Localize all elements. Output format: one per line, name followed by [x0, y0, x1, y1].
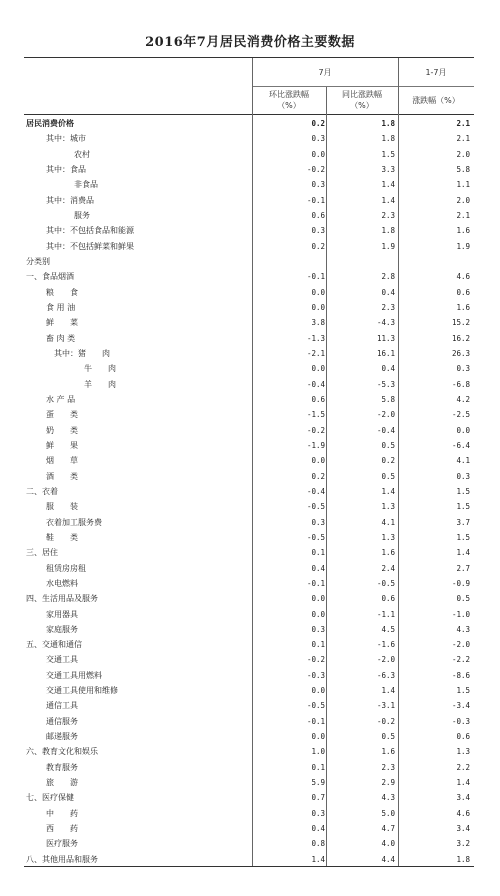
table-row [0, 239, 500, 254]
value-mom: 1.0 [311, 747, 325, 757]
value-yoy: 1.4 [381, 486, 395, 496]
table-row [0, 193, 500, 208]
value-yoy: 0.4 [381, 364, 395, 374]
header-mom: 环比涨跌幅 [269, 90, 309, 99]
value-mom: 0.0 [311, 732, 325, 742]
row-label: 交通工具 [46, 655, 78, 665]
table-row [0, 116, 500, 131]
row-label: 水 产 品 [46, 394, 76, 404]
value-mom: -0.1 [306, 195, 325, 205]
value-yoy: 2.8 [381, 272, 395, 282]
table-row [0, 622, 500, 637]
row-label: 租赁房房租 [46, 563, 86, 573]
value-yoy: 4.5 [381, 624, 395, 634]
table-row [0, 683, 500, 698]
row-label: 八、其他用品和服务 [26, 854, 98, 864]
table-row [0, 652, 500, 667]
value-mom: 0.0 [311, 686, 325, 696]
table-top-rule [24, 57, 474, 58]
row-label: 衣着加工服务费 [46, 517, 102, 527]
table-row [0, 576, 500, 591]
table-row [0, 423, 500, 438]
value-yoy: -1.6 [376, 640, 395, 650]
row-label: 居民消费价格 [26, 119, 74, 128]
value-mom: 0.3 [311, 624, 325, 634]
row-label: 中 药 [46, 808, 78, 818]
row-label: 水电燃料 [46, 578, 78, 588]
row-label: 七、医疗保健 [26, 793, 74, 803]
row-label: 邮递服务 [46, 732, 78, 742]
value-mom: 0.1 [311, 548, 325, 558]
row-label: 其中：城市 [46, 134, 86, 144]
value-mom: 0.3 [311, 808, 325, 818]
table-row [0, 530, 500, 545]
data-table-body [0, 116, 500, 867]
value-mom: 0.7 [311, 793, 325, 803]
value-mom: 0.1 [311, 762, 325, 772]
table-row [0, 836, 500, 851]
value-yoy: 3.3 [381, 164, 395, 174]
value-yoy: 1.3 [381, 532, 395, 542]
value-yoy: 2.3 [381, 210, 395, 220]
row-label: 畜 肉 类 [46, 333, 76, 343]
value-ytd: 0.3 [456, 364, 470, 374]
value-mom: -0.2 [306, 655, 325, 665]
value-mom: 0.0 [311, 609, 325, 619]
value-ytd: 16.2 [451, 333, 470, 343]
row-label: 鲜 菜 [46, 318, 78, 328]
value-ytd: 1.3 [456, 747, 470, 757]
table-row [0, 637, 500, 652]
value-ytd: 1.4 [456, 778, 470, 788]
table-row [0, 729, 500, 744]
value-mom: 0.3 [311, 226, 325, 236]
value-ytd: 1.5 [456, 502, 470, 512]
value-mom: -0.1 [306, 578, 325, 588]
header-yoy-unit: （%） [350, 101, 374, 110]
value-yoy: 1.6 [381, 747, 395, 757]
table-row [0, 607, 500, 622]
value-yoy: 0.5 [381, 732, 395, 742]
table-row [0, 545, 500, 560]
value-mom: 0.0 [311, 287, 325, 297]
row-label: 其中：消费品 [46, 195, 94, 205]
table-row [0, 346, 500, 361]
value-yoy: 4.0 [381, 839, 395, 849]
value-yoy: 0.5 [381, 471, 395, 481]
value-mom: -0.5 [306, 532, 325, 542]
header-month: 7月 [318, 68, 332, 77]
row-label: 其中：猪 肉 [54, 348, 110, 358]
table-row [0, 438, 500, 453]
row-label: 交通工具用燃料 [46, 670, 102, 680]
table-row [0, 453, 500, 468]
table-row [0, 852, 500, 867]
value-ytd: -2.2 [451, 655, 470, 665]
row-label: 二、衣着 [26, 486, 58, 496]
value-yoy: 1.6 [381, 548, 395, 558]
table-row [0, 407, 500, 422]
table-row [0, 147, 500, 162]
value-ytd: 5.8 [456, 164, 470, 174]
value-mom: -0.1 [306, 272, 325, 282]
row-label: 食 用 油 [46, 302, 76, 312]
value-ytd: -0.9 [451, 578, 470, 588]
row-label: 农村 [74, 149, 90, 159]
table-row [0, 760, 500, 775]
value-mom: -1.9 [306, 440, 325, 450]
value-ytd: 2.7 [456, 563, 470, 573]
value-mom: 0.0 [311, 149, 325, 159]
value-yoy: 0.6 [381, 594, 395, 604]
row-label: 医疗服务 [46, 839, 78, 849]
row-label: 奶 类 [46, 425, 78, 435]
value-ytd: -2.5 [451, 410, 470, 420]
value-yoy: 1.5 [381, 149, 395, 159]
row-label: 非食品 [74, 180, 98, 190]
value-ytd: 0.3 [456, 471, 470, 481]
value-mom: -0.5 [306, 701, 325, 711]
table-row [0, 714, 500, 729]
value-ytd: -2.0 [451, 640, 470, 650]
row-label: 鞋 类 [46, 532, 78, 542]
value-ytd: 2.1 [456, 134, 470, 144]
header-ytd: 1-7月 [425, 68, 447, 77]
value-yoy: -0.4 [376, 425, 395, 435]
row-label: 其中：食品 [46, 164, 86, 174]
value-yoy: -0.2 [376, 716, 395, 726]
value-yoy: 1.9 [381, 241, 395, 251]
value-mom: 0.2 [311, 471, 325, 481]
table-row [0, 698, 500, 713]
value-yoy: -4.3 [376, 318, 395, 328]
value-mom: 0.3 [311, 134, 325, 144]
table-row [0, 392, 500, 407]
header-ytd-col: 涨跌幅（%） [412, 96, 460, 105]
table-row [0, 790, 500, 805]
value-mom: 0.6 [311, 210, 325, 220]
table-row [0, 377, 500, 392]
value-ytd: 3.7 [456, 517, 470, 527]
value-mom: 0.3 [311, 180, 325, 190]
value-ytd: 1.1 [456, 180, 470, 190]
table-row [0, 361, 500, 376]
value-ytd: 1.8 [456, 854, 470, 864]
value-ytd: 1.5 [456, 686, 470, 696]
row-label: 西 药 [46, 824, 78, 834]
value-mom: 0.8 [311, 839, 325, 849]
row-label: 五、交通和通信 [26, 640, 82, 650]
value-yoy: -3.1 [376, 701, 395, 711]
value-ytd: -1.0 [451, 609, 470, 619]
table-row [0, 269, 500, 284]
table-row [0, 744, 500, 759]
page-title: 2016年7月居民消费价格主要数据 [145, 35, 355, 50]
row-label: 其中：不包括食品和能源 [46, 226, 134, 236]
value-yoy: -0.5 [376, 578, 395, 588]
value-yoy: 16.1 [376, 348, 395, 358]
value-yoy: 1.4 [381, 180, 395, 190]
value-mom: 0.0 [311, 302, 325, 312]
value-mom: 0.3 [311, 517, 325, 527]
value-yoy: 0.2 [381, 456, 395, 466]
value-yoy: 4.4 [381, 854, 395, 864]
value-ytd: -6.4 [451, 440, 470, 450]
value-mom: 0.2 [311, 241, 325, 251]
value-yoy: 0.4 [381, 287, 395, 297]
value-ytd: 3.4 [456, 793, 470, 803]
value-mom: -0.5 [306, 502, 325, 512]
table-row [0, 254, 500, 269]
value-ytd: 2.0 [456, 149, 470, 159]
row-label: 六、教育文化和娱乐 [26, 747, 98, 757]
table-row [0, 177, 500, 192]
value-ytd: 1.6 [456, 302, 470, 312]
value-ytd: 1.4 [456, 548, 470, 558]
table-row [0, 469, 500, 484]
table-row [0, 775, 500, 790]
value-ytd: 2.0 [456, 195, 470, 205]
row-label: 牛 肉 [84, 364, 116, 374]
value-mom: -2.1 [306, 348, 325, 358]
row-label: 旅 游 [46, 778, 78, 788]
value-ytd: 0.6 [456, 732, 470, 742]
header-mom-unit: （%） [277, 101, 301, 110]
value-mom: 3.8 [311, 318, 325, 328]
value-yoy: 5.8 [381, 394, 395, 404]
value-ytd: -3.4 [451, 701, 470, 711]
row-label: 交通工具使用和维修 [46, 686, 118, 696]
row-label: 家庭服务 [46, 624, 78, 634]
table-row [0, 331, 500, 346]
row-label: 通信服务 [46, 716, 78, 726]
value-ytd: -8.6 [451, 670, 470, 680]
value-yoy: 11.3 [376, 333, 395, 343]
value-ytd: 2.1 [456, 210, 470, 220]
row-label: 鲜 果 [46, 440, 78, 450]
value-ytd: 1.9 [456, 241, 470, 251]
value-ytd: 0.0 [456, 425, 470, 435]
row-label: 其中：不包括鲜菜和鲜果 [46, 241, 134, 251]
value-yoy: 1.8 [381, 119, 395, 128]
value-ytd: 3.2 [456, 839, 470, 849]
value-mom: 1.4 [311, 854, 325, 864]
value-mom: 0.0 [311, 364, 325, 374]
row-label: 烟 草 [46, 456, 78, 466]
row-label: 分类别 [26, 256, 50, 266]
table-row [0, 591, 500, 606]
table-row [0, 499, 500, 514]
value-mom: 0.4 [311, 563, 325, 573]
value-ytd: 1.5 [456, 486, 470, 496]
value-mom: -1.3 [306, 333, 325, 343]
value-yoy: 2.3 [381, 762, 395, 772]
row-label: 三、居住 [26, 548, 58, 558]
table-row [0, 300, 500, 315]
row-label: 四、生活用品及服务 [26, 594, 98, 604]
value-mom: 5.9 [311, 778, 325, 788]
value-yoy: 4.7 [381, 824, 395, 834]
table-row [0, 561, 500, 576]
row-label: 羊 肉 [84, 379, 116, 389]
value-ytd: 3.4 [456, 824, 470, 834]
value-mom: 0.6 [311, 394, 325, 404]
table-row [0, 131, 500, 146]
value-yoy: 1.8 [381, 134, 395, 144]
value-ytd: 4.6 [456, 808, 470, 818]
value-yoy: 0.5 [381, 440, 395, 450]
value-ytd: 2.2 [456, 762, 470, 772]
row-label: 一、食品烟酒 [26, 272, 74, 282]
value-yoy: -2.0 [376, 410, 395, 420]
value-yoy: 2.3 [381, 302, 395, 312]
value-yoy: 1.4 [381, 686, 395, 696]
value-mom: -0.4 [306, 486, 325, 496]
row-label: 家用器具 [46, 609, 78, 619]
value-mom: 0.0 [311, 456, 325, 466]
value-yoy: 1.4 [381, 195, 395, 205]
row-label: 教育服务 [46, 762, 78, 772]
value-mom: -0.3 [306, 670, 325, 680]
value-ytd: -6.8 [451, 379, 470, 389]
value-yoy: 1.3 [381, 502, 395, 512]
table-row [0, 315, 500, 330]
table-row [0, 162, 500, 177]
value-ytd: 4.2 [456, 394, 470, 404]
table-row [0, 668, 500, 683]
value-mom: 0.2 [311, 119, 325, 128]
value-yoy: 5.0 [381, 808, 395, 818]
value-ytd: 4.3 [456, 624, 470, 634]
value-mom: -0.1 [306, 716, 325, 726]
value-mom: -1.5 [306, 410, 325, 420]
table-row [0, 208, 500, 223]
table-row [0, 821, 500, 836]
value-ytd: 2.1 [456, 119, 470, 128]
value-ytd: 0.5 [456, 594, 470, 604]
value-ytd: -0.3 [451, 716, 470, 726]
value-mom: 0.0 [311, 594, 325, 604]
value-yoy: 2.4 [381, 563, 395, 573]
row-label: 通信工具 [46, 701, 78, 711]
table-row [0, 223, 500, 238]
value-ytd: 4.1 [456, 456, 470, 466]
value-ytd: 15.2 [451, 318, 470, 328]
value-yoy: -5.3 [376, 379, 395, 389]
value-yoy: 4.1 [381, 517, 395, 527]
row-label: 服务 [74, 210, 90, 220]
header-yoy: 同比涨跌幅 [342, 90, 382, 99]
header-divider [252, 86, 474, 87]
value-yoy: 1.8 [381, 226, 395, 236]
header-bottom-rule [24, 114, 474, 115]
value-ytd: 26.3 [451, 348, 470, 358]
row-label: 粮 食 [46, 287, 78, 297]
table-row [0, 806, 500, 821]
value-ytd: 4.6 [456, 272, 470, 282]
value-yoy: 2.9 [381, 778, 395, 788]
row-label: 蛋 类 [46, 410, 78, 420]
value-mom: -0.2 [306, 164, 325, 174]
value-mom: -0.4 [306, 379, 325, 389]
value-mom: -0.2 [306, 425, 325, 435]
value-mom: 0.1 [311, 640, 325, 650]
row-label: 酒 类 [46, 471, 78, 481]
value-yoy: -1.1 [376, 609, 395, 619]
value-ytd: 1.5 [456, 532, 470, 542]
row-label: 服 装 [46, 502, 78, 512]
value-ytd: 1.6 [456, 226, 470, 236]
value-ytd: 0.6 [456, 287, 470, 297]
table-row [0, 285, 500, 300]
value-yoy: 4.3 [381, 793, 395, 803]
value-mom: 0.4 [311, 824, 325, 834]
table-row [0, 515, 500, 530]
value-yoy: -2.0 [376, 655, 395, 665]
value-yoy: -6.3 [376, 670, 395, 680]
table-row [0, 484, 500, 499]
